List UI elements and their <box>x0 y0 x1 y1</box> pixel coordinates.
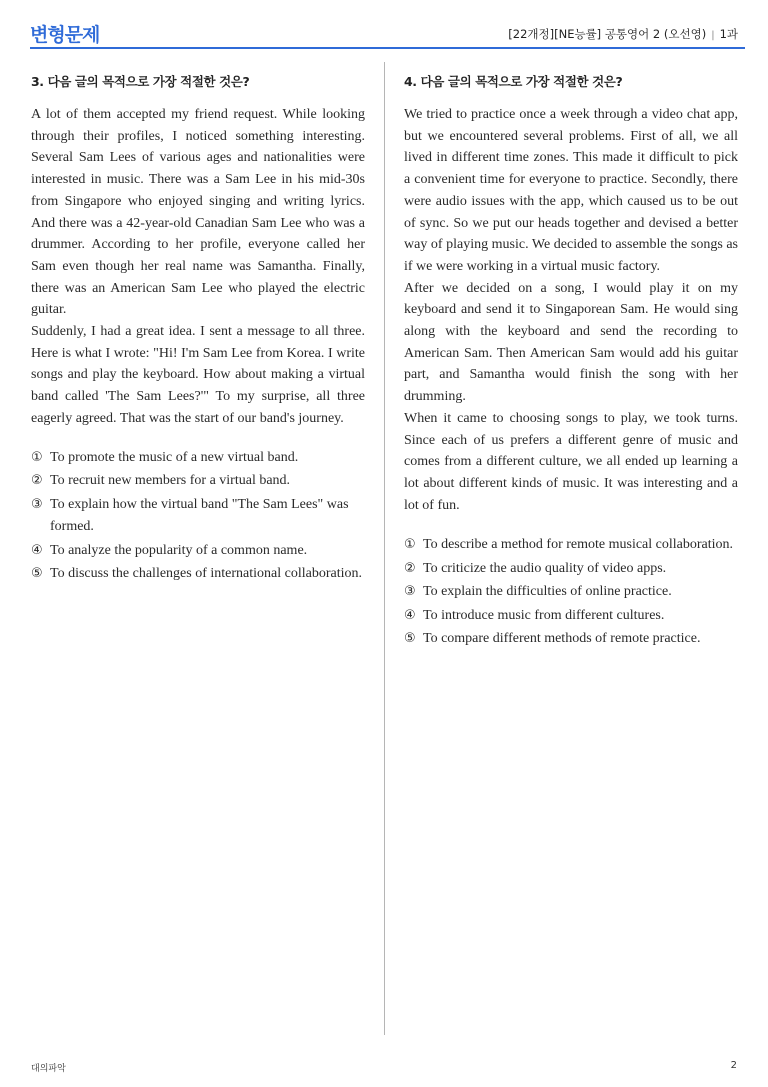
course-info <box>508 26 738 42</box>
question-4 <box>404 72 738 652</box>
option-number: ② <box>404 560 416 576</box>
option-number: ② <box>31 473 43 489</box>
answer-option[interactable] <box>31 494 365 539</box>
answer-option[interactable] <box>404 534 738 557</box>
answer-option[interactable] <box>31 563 365 586</box>
answer-options <box>31 447 365 586</box>
option-text: To explain how the virtual band "The Sam Lees" was formed. <box>50 496 349 535</box>
answer-option[interactable] <box>31 447 365 470</box>
answer-options <box>404 534 738 651</box>
option-number: ④ <box>31 542 43 558</box>
option-number: ① <box>31 449 43 465</box>
option-text: To analyze the popularity of a common name. <box>50 542 308 558</box>
option-number: ① <box>404 537 416 553</box>
option-number: ③ <box>404 584 416 600</box>
course-name: [22개정][NE능률] 공통영어 2 (오선영) <box>508 27 707 41</box>
option-text: To explain the difficulties of online practice. <box>423 584 672 600</box>
page-title: 변형문제 <box>30 24 100 46</box>
answer-option[interactable] <box>31 470 365 493</box>
answer-option[interactable] <box>404 581 738 604</box>
question-title: 4. 다음 글의 목적으로 가장 적절한 것은? <box>404 74 623 89</box>
option-text: To discuss the challenges of international collaboration. <box>50 566 362 582</box>
column-divider <box>384 62 385 1035</box>
lesson-label: 1과 <box>719 27 738 41</box>
option-text: To promote the music of a new virtual band. <box>50 449 299 465</box>
header-separator: | <box>711 30 715 41</box>
option-text: To compare different methods of remote practice. <box>423 631 701 647</box>
question-title: 3. 다음 글의 목적으로 가장 적절한 것은? <box>31 74 250 89</box>
option-number: ⑤ <box>404 631 416 647</box>
passage-paragraph: A lot of them accepted my friend request. While looking through their profiles, I noticed something interesting. Several Sam Lees of various ages and nationalities were interested in music. There was a Sam Lee in his mid-30s from Singapore who enjoyed singing and writing lyrics. And there was a 42-year-old Canadian Sam Lee who was a drummer. According to her profile, everyone called her Sam even though her real name was Samantha. Finally, there was an American Sam Lee who played the electric guitar. <box>31 107 365 318</box>
answer-option[interactable] <box>404 558 738 581</box>
option-text: To recruit new members for a virtual band. <box>50 473 291 489</box>
footer-category: 대의파악 <box>31 1064 66 1074</box>
header-rule <box>30 47 745 49</box>
option-text: To introduce music from different cultures. <box>423 607 665 623</box>
answer-option[interactable] <box>31 540 365 563</box>
option-number: ④ <box>404 607 416 623</box>
passage-paragraph: We tried to practice once a week through a video chat app, but we encountered several problems. First of all, we all lived in different time zones. This made it difficult to pick a convenient time for everyone to practice. Secondly, there were audio issues with the app, which caused us to be out of sync. So we put our heads together and devised a better way of playing music. We decided to assemble the songs as if we were working in a virtual music factory. <box>404 107 738 274</box>
page-number: 2 <box>730 1060 737 1071</box>
question-3 <box>31 72 365 587</box>
option-text: To describe a method for remote musical collaboration. <box>423 537 734 553</box>
passage-paragraph: Suddenly, I had a great idea. I sent a message to all three. Here is what I wrote: "Hi! I'm Sam Lee from Korea. I write songs and play the keyboard. How about making a virtual band called 'The Sam Lees?'" To my surprise, all three eagerly agreed. That was the start of our band's journey. <box>31 324 365 426</box>
option-number: ⑤ <box>31 566 43 582</box>
option-number: ③ <box>31 496 43 512</box>
option-text: To criticize the audio quality of video apps. <box>423 560 667 576</box>
answer-option[interactable] <box>404 605 738 628</box>
passage-paragraph: After we decided on a song, I would play it on my keyboard and send it to Singaporean Sam. He would sing along with the keyboard and send the recording to American Sam. Then American Sam would add his guitar part, and Samantha would finish the song with her drumming. <box>404 280 738 405</box>
passage-paragraph: When it came to choosing songs to play, we took turns. Since each of us prefers a different genre of music and comes from a different culture, we all ended up learning a lot about different kinds of music. It was interesting and a lot of fun. <box>404 410 738 513</box>
passage <box>31 104 365 430</box>
passage <box>404 104 738 516</box>
answer-option[interactable] <box>404 628 738 651</box>
